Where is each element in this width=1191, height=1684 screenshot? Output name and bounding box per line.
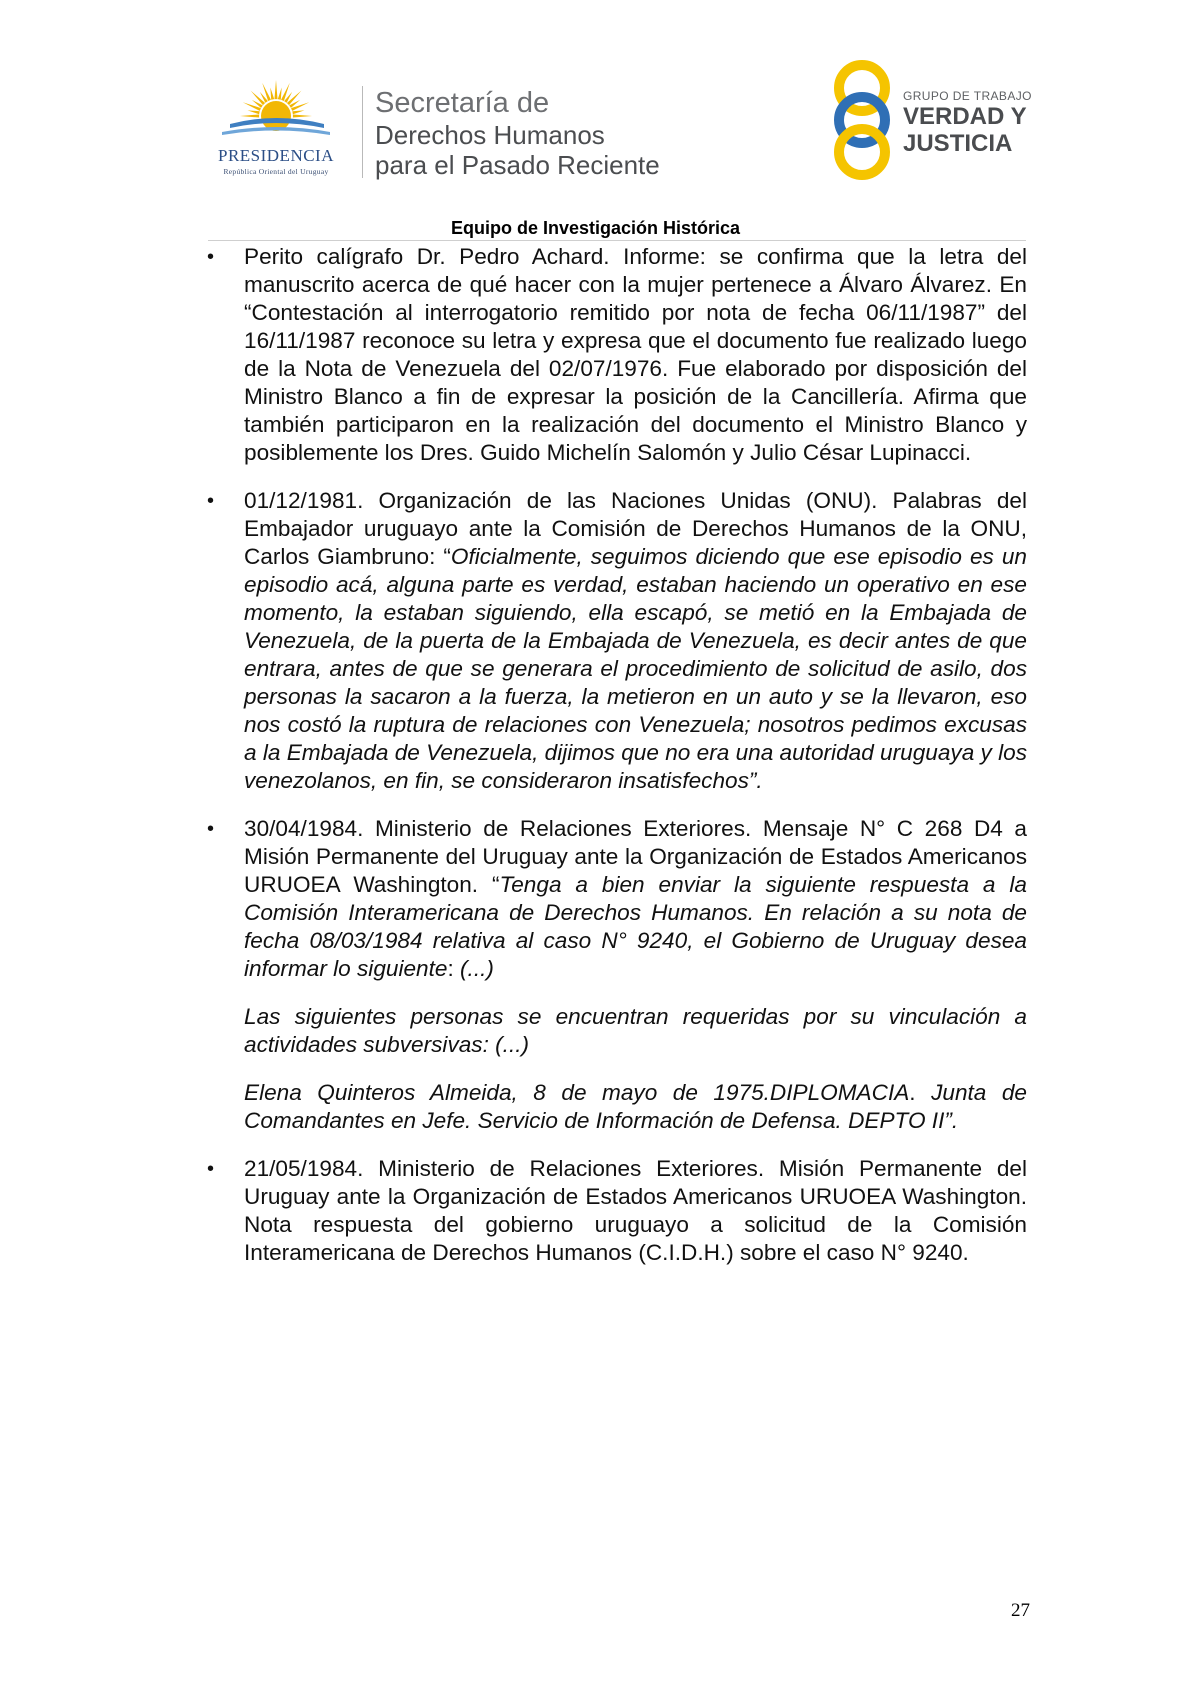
bullet: •	[207, 490, 215, 512]
paragraph	[244, 243, 1027, 467]
paragraph	[244, 1079, 1027, 1135]
paragraph	[244, 815, 1027, 983]
presidencia-logo	[196, 78, 356, 182]
page-number: 27	[1011, 1600, 1030, 1621]
secretaria-line-1: Secretaría de	[375, 87, 550, 119]
bullet: •	[207, 818, 215, 840]
list-item	[207, 1155, 1027, 1267]
bullet: •	[207, 1158, 215, 1180]
document-body	[207, 243, 1027, 1287]
vyj-line-2: JUSTICIA	[903, 130, 1013, 157]
quoted-text: Las siguientes personas se encuentran requeridas por su vinculación a actividades subversivas: (...)	[244, 1004, 1027, 1057]
header-rule	[208, 240, 1026, 241]
list-item	[207, 815, 1027, 1135]
list-item	[207, 243, 1027, 467]
quoted-text: Junta de Comandantes en Jefe. Servicio de Información de Defensa. DEPTO II”.	[244, 1080, 1027, 1133]
bullet: •	[207, 246, 215, 268]
body-text: .	[909, 1080, 932, 1105]
secretaria-line-2: Derechos Humanos	[375, 120, 605, 150]
header-divider	[362, 86, 363, 178]
list-item	[207, 487, 1027, 795]
vyj-line-1: VERDAD Y	[903, 103, 1027, 130]
quoted-text: Elena Quinteros Almeida, 8 de mayo de 1975.DIPLOMACIA	[244, 1080, 910, 1105]
paragraph	[244, 487, 1027, 795]
quoted-text: Oficialmente, seguimos diciendo que ese episodio es un episodio acá, alguna parte es verdad, estaban haciendo un operativo en ese momento, la estaban siguiendo, ella escapó, se metió en la Embajada de Venezuela, de la puerta de la Embajada de Venezuela, es decir antes de que entrara, antes de que se generara el procedimiento de solicitud de asilo, dos personas la sacaron a la fuerza, la metieron en un auto y se la llevaron, eso nos costó la ruptura de relaciones con Venezuela; nosotros pedimos excusas a la Embajada de Venezuela, dijimos que no era una autoridad uruguaya y los venezolanos, en fin, se consideraron insatisfechos”.	[244, 544, 1027, 793]
secretaria-title	[375, 86, 735, 180]
presidencia-name: PRESIDENCIA	[217, 146, 334, 165]
presidencia-subtitle: República Oriental del Uruguay	[223, 167, 329, 176]
vyj-group-label: GRUPO DE TRABAJO	[903, 89, 1032, 103]
quoted-text: Tenga a bien enviar la siguiente respuesta a la Comisión Interamericana de Derechos Humanos. En relación a su nota de fecha 08/03/1984 relativa al caso N° 9240, el Gobierno de Uruguay desea informar lo siguiente	[244, 872, 1027, 981]
body-text: 30/04/1984. Ministerio de Relaciones Exteriores. Mensaje N° C 268 D4 a Misión Permanente del Uruguay ante la Organización de Estados Americanos URUOEA Washington. “	[244, 816, 1027, 897]
secretaria-line-3: para el Pasado Reciente	[375, 150, 660, 180]
verdad-justicia-text	[903, 89, 1043, 157]
body-text: 21/05/1984. Ministerio de Relaciones Exteriores. Misión Permanente del Uruguay ante la Organización de Estados Americanos URUOEA Washington. Nota respuesta del gobierno uruguayo a solicitud de la Comisión Interamericana de Derechos Humanos (C.I.D.H.) sobre el caso N° 9240.	[244, 1156, 1027, 1265]
paragraph	[244, 1155, 1027, 1267]
rings-icon	[822, 58, 902, 182]
verdad-justicia-logo	[822, 58, 902, 182]
team-title: Equipo de Investigación Histórica	[450, 218, 741, 238]
body-text: Perito calígrafo Dr. Pedro Achard. Informe: se confirma que la letra del manuscrito acerca de qué hacer con la mujer pertenece a Álvaro Álvarez. En “Contestación al interrogatorio remitido por nota de fecha 06/11/1987” del 16/11/1987 reconoce su letra y expresa que el documento fue realizado luego de la Nota de Venezuela del 02/07/1976. Fue elaborado por disposición del Ministro Blanco a fin de expresar la posición de la Cancillería. Afirma que también participaron en la realización del documento el Ministro Blanco y posiblemente los Dres. Guido Michelín Salomón y Julio César Lupinacci.	[244, 244, 1027, 465]
quoted-text: (...)	[460, 956, 494, 981]
paragraph	[244, 1003, 1027, 1059]
body-text: 01/12/1981. Organización de las Naciones Unidas (ONU). Palabras del Embajador uruguayo ante la Comisión de Derechos Humanos de la ONU, Carlos Giambruno: “	[244, 488, 1027, 569]
sun-icon	[196, 78, 356, 144]
body-text: :	[447, 956, 461, 981]
